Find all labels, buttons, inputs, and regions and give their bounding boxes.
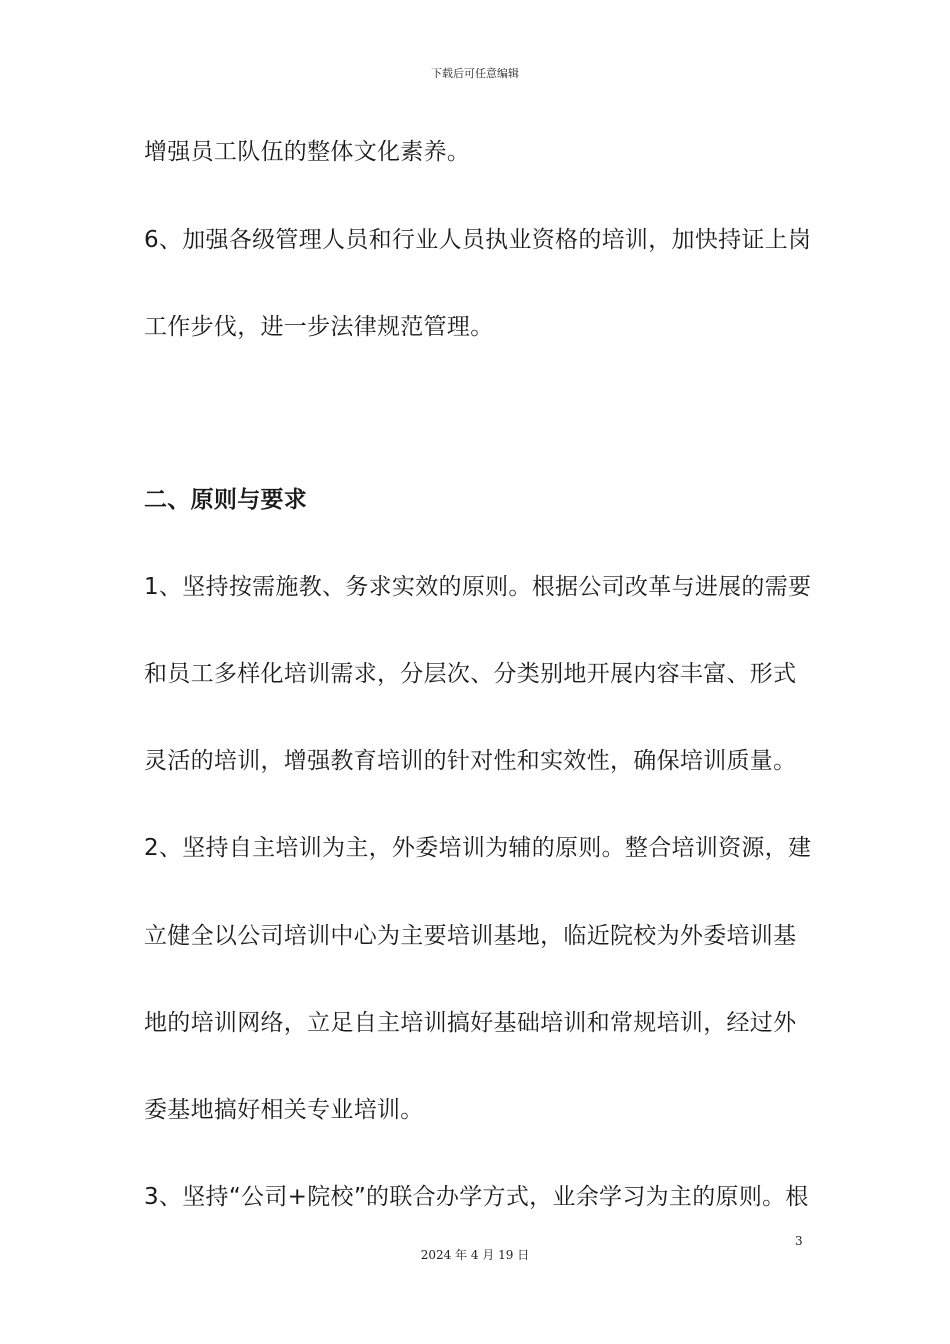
paragraph-line: 2、坚持自主培训为主，外委培训为辅的原则。整合培训资源，建 <box>144 835 812 861</box>
paragraph-line: 灵活的培训，增强教育培训的针对性和实效性，确保培训质量。 <box>144 748 797 774</box>
paragraph-line: 地的培训网络，立足自主培训搞好基础培训和常规培训，经过外 <box>144 1010 797 1036</box>
paragraph-line: 和员工多样化培训需求，分层次、分类别地开展内容丰富、形式 <box>144 661 797 687</box>
paragraph-line: 委基地搞好相关专业培训。 <box>144 1097 424 1123</box>
section-heading: 二、原则与要求 <box>144 487 308 513</box>
paragraph-line: 1、坚持按需施教、务求实效的原则。根据公司改革与进展的需要 <box>144 574 812 600</box>
footer-date: 2024 年 4 月 19 日 <box>420 1248 530 1262</box>
paragraph-line: 增强员工队伍的整体文化素养。 <box>144 139 471 165</box>
paragraph-line: 立健全以公司培训中心为主要培训基地，临近院校为外委培训基 <box>144 923 797 949</box>
header-note: 下载后可任意编辑 <box>431 67 519 80</box>
paragraph-line: 3、坚持“公司+院校”的联合办学方式，业余学习为主的原则。根 <box>144 1184 809 1210</box>
paragraph-line: 工作步伐，进一步法律规范管理。 <box>144 314 494 340</box>
page-number: 3 <box>795 1234 803 1248</box>
paragraph-line: 6、加强各级管理人员和行业人员执业资格的培训，加快持证上岗 <box>144 227 812 253</box>
